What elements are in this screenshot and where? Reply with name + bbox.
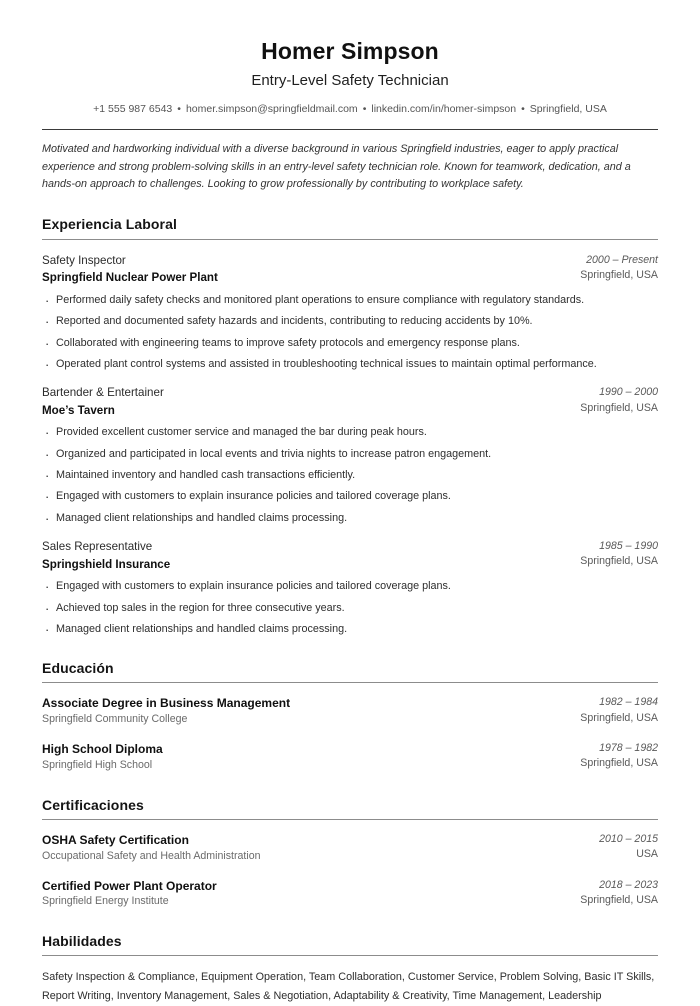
- professional-summary: Motivated and hardworking individual with a diverse background in various Springfield industries, eager to apply practical experience and strong problem-solving skills in an entry-level safety technician role. Known for teamwork, dedication, and a hands-on approach to challenges. Looking to grow professionally by contributing to workplace safety.: [42, 143, 631, 190]
- experience-entry-right: [580, 539, 658, 570]
- job-employer: Moe’s Tavern: [42, 403, 115, 417]
- certification-entry: [42, 878, 658, 911]
- job-employer: Springfield Nuclear Power Plant: [42, 271, 218, 285]
- candidate-headline: Entry-Level Safety Technician: [251, 71, 449, 89]
- section-skills: [42, 932, 658, 1005]
- job-bullet: · Organized and participated in local events and trivia nights to increase patron engagement.: [42, 447, 658, 462]
- job-bullet: · Managed client relationships and handled claims processing.: [42, 511, 658, 526]
- section-divider: [42, 819, 658, 820]
- job-role: Safety Inspector: [42, 253, 126, 267]
- contact-location: Springfield, USA: [529, 103, 607, 116]
- job-employer: Springshield Insurance: [42, 557, 171, 571]
- section-divider: [42, 239, 658, 240]
- education-entry: [42, 741, 658, 774]
- job-location: Springfield, USA: [580, 401, 658, 414]
- experience-entry-right: [580, 253, 658, 284]
- certification-issuer: Occupational Safety and Health Administration: [42, 849, 261, 862]
- section-divider: [42, 955, 658, 956]
- experience-entry-left: [42, 253, 580, 287]
- contact-line: [42, 102, 658, 117]
- certification-entry-header: [42, 832, 658, 865]
- education-entry-right: [580, 741, 658, 772]
- job-bullet: · Engaged with customers to explain insurance policies and tailored coverage plans.: [42, 489, 658, 504]
- experience-entry-right: [580, 385, 658, 416]
- section-certifications: [42, 796, 658, 911]
- job-bullet: · Performed daily safety checks and monitored plant operations to ensure compliance with regulatory standards.: [42, 293, 658, 308]
- certification-issuer: Springfield Energy Institute: [42, 895, 169, 908]
- certification-location: USA: [636, 848, 658, 861]
- experience-entry: [42, 385, 658, 526]
- education-institution: Springfield High School: [42, 758, 153, 771]
- education-institution: Springfield Community College: [42, 713, 188, 726]
- certification-period: 2010 – 2015: [599, 832, 658, 845]
- certification-entry-left: [42, 878, 580, 911]
- contact-separator-icon: •: [521, 103, 525, 116]
- section-education: [42, 659, 658, 774]
- skills-list: Safety Inspection & Compliance, Equipment Operation, Team Collaboration, Customer Service, Problem Solving, Basic IT Skills, Report Writing, Inventory Management, Sales & Negotiation, Adaptability & Creativity, Time Management, Leadership: [42, 971, 655, 1003]
- education-entry-left: [42, 695, 580, 728]
- education-entry-header: [42, 741, 658, 774]
- job-bullet-list: [42, 579, 658, 637]
- job-bullet: · Collaborated with engineering teams to improve safety protocols and emergency response plans.: [42, 336, 658, 351]
- education-entry-header: [42, 695, 658, 728]
- education-credential: High School Diploma: [42, 742, 163, 757]
- job-bullet: · Reported and documented safety hazards and incidents, contributing to reducing accidents by 10%.: [42, 314, 658, 329]
- header-divider: [42, 129, 658, 130]
- education-location: Springfield, USA: [580, 757, 658, 770]
- job-location: Springfield, USA: [580, 555, 658, 568]
- certification-name: Certified Power Plant Operator: [42, 878, 217, 893]
- certification-name: OSHA Safety Certification: [42, 832, 189, 847]
- certification-entry: [42, 832, 658, 865]
- job-bullet: · Managed client relationships and handled claims processing.: [42, 622, 658, 637]
- certification-entry-right: [599, 832, 658, 863]
- experience-entry-left: [42, 539, 580, 573]
- experience-entry: [42, 253, 658, 373]
- contact-email[interactable]: homer.simpson@springfieldmail.com: [185, 103, 358, 116]
- certification-entry-right: [580, 878, 658, 909]
- job-bullet: · Engaged with customers to explain insurance policies and tailored coverage plans.: [42, 579, 658, 594]
- contact-separator-icon: •: [362, 103, 367, 116]
- experience-entry: [42, 539, 658, 637]
- experience-entry-header: [42, 253, 658, 287]
- certification-location: Springfield, USA: [580, 893, 658, 906]
- education-entry-right: [580, 695, 658, 726]
- certification-entry-header: [42, 878, 658, 911]
- contact-separator-icon: •: [177, 103, 181, 116]
- experience-entry-header: [42, 539, 658, 573]
- resume-header: [42, 38, 658, 117]
- section-experience: [42, 215, 658, 637]
- experience-entry-left: [42, 385, 580, 419]
- job-bullet: · Achieved top sales in the region for three consecutive years.: [42, 601, 658, 616]
- candidate-name: Homer Simpson: [261, 38, 439, 64]
- education-credential: Associate Degree in Business Management: [42, 696, 291, 711]
- job-bullet-list: [42, 293, 658, 372]
- contact-phone: +1 555 987 6543: [93, 103, 173, 116]
- education-entry-left: [42, 741, 580, 774]
- job-bullet-list: [42, 425, 658, 526]
- job-bullet: · Provided excellent customer service and managed the bar during peak hours.: [42, 425, 658, 440]
- education-entry: [42, 695, 658, 728]
- job-period: 1985 – 1990: [599, 540, 658, 552]
- job-role: Bartender & Entertainer: [42, 386, 164, 400]
- section-title-certifications: Certificaciones: [42, 796, 144, 813]
- job-role: Sales Representative: [42, 540, 153, 553]
- section-title-experience: Experiencia Laboral: [42, 216, 177, 233]
- job-location: Springfield, USA: [580, 269, 658, 282]
- section-title-skills: Habilidades: [42, 933, 122, 950]
- contact-linkedin[interactable]: linkedin.com/in/homer-simpson: [371, 103, 517, 116]
- education-period: 1982 – 1984: [599, 696, 658, 709]
- certification-entry-left: [42, 832, 599, 865]
- experience-entry-header: [42, 385, 658, 419]
- certification-period: 2018 – 2023: [599, 878, 658, 891]
- education-location: Springfield, USA: [580, 711, 658, 724]
- job-bullet: · Maintained inventory and handled cash transactions efficiently.: [42, 468, 658, 483]
- section-divider: [42, 682, 658, 683]
- education-period: 1978 – 1982: [599, 742, 658, 755]
- section-title-education: Educación: [42, 660, 114, 677]
- job-period: 2000 – Present: [586, 253, 658, 266]
- job-period: 1990 – 2000: [599, 386, 658, 399]
- job-bullet: · Operated plant control systems and assisted in troubleshooting technical issues to maintain optimal performance.: [42, 357, 658, 372]
